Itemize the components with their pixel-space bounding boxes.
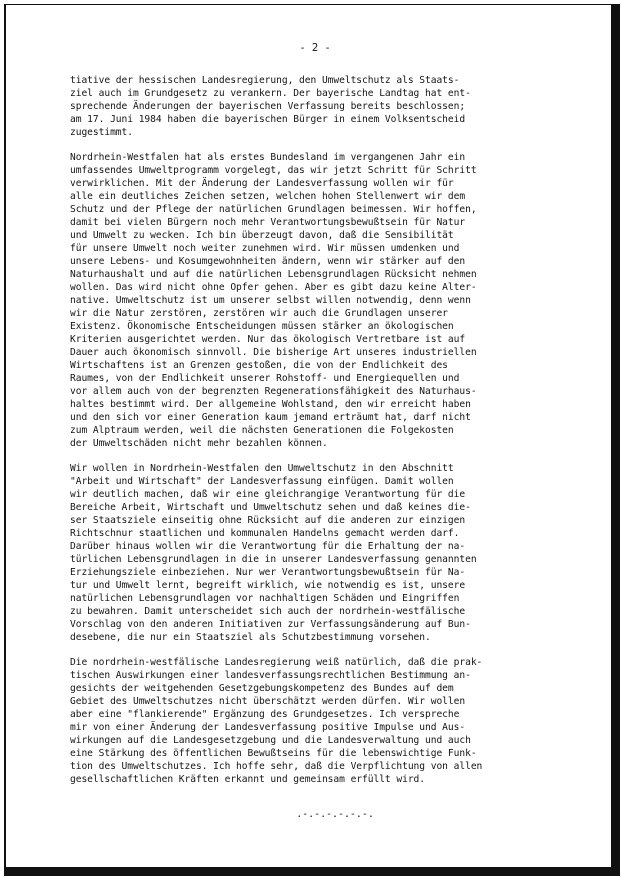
text-line: alle ein deutliches Zeichen setzen, welchen hohen Stellenwert wir dem (70, 191, 466, 202)
text-line: damit bei vielen Bürgern noch mehr Verantwortungsbewußtsein für Natur (70, 217, 466, 228)
text-line: sprechende Änderungen der bayerischen Verfassung bereits beschlossen; (70, 101, 466, 112)
text-line: wollen. Das wird nicht ohne Opfer gehen. Aber es gibt dazu keine Alter- (70, 282, 477, 293)
text-line: Schutz und der Pflege der natürlichen Grundlagen beimessen. Wir hoffen, (70, 204, 477, 215)
text-line: gesichts der weitgehenden Gesetzgebungskompetenz des Bundes auf dem (70, 683, 454, 694)
document-body (70, 74, 600, 786)
text-line: für unsere Umwelt noch weiter zunehmen wird. Wir müssen umdenken und (70, 243, 460, 254)
text-line: unsere Lebens- und Kosumgewohnheiten ändern, wenn wir stärker auf den (70, 256, 466, 267)
text-line: natürlichen Lebensgrundlagen vor nachhaltigen Schäden und Eingriffen (70, 593, 460, 604)
paragraph (70, 656, 600, 786)
text-line: und den sich vor einer Generation kaum jemand erträumt hat, darf nicht (70, 412, 471, 423)
text-line: Vorschlag von den anderen Initiativen zur Verfassungsänderung auf Bun- (70, 619, 471, 630)
text-line: Raumes, von der Endlichkeit unserer Rohstoff- und Energiequellen und (70, 373, 460, 384)
text-line: ser Staatsziele einseitig ohne Rücksicht auf die anderen zur einzigen (70, 515, 466, 526)
text-line: gesellschaftlichen Kräften erkannt und gemeinsam erfüllt wird. (70, 774, 426, 785)
text-line: tiative der hessischen Landesregierung, den Umweltschutz als Staats- (70, 75, 460, 86)
text-line: Die nordrhein-westfälische Landesregierung weiß natürlich, daß die prak- (70, 657, 483, 668)
text-line: und Umwelt zu wecken. Ich bin überzeugt davon, daß die Sensibilität (70, 230, 454, 241)
text-line: der Umweltschäden nicht mehr bezahlen können. (70, 438, 328, 449)
text-line: Nordrhein-Westfalen hat als erstes Bundesland im vergangenen Jahr ein (70, 152, 466, 163)
text-line: Wir wollen in Nordrhein-Westfalen den Umweltschutz in den Abschnitt (70, 463, 454, 474)
text-line: zum Alptraum werden, weil die nächsten Generationen die Folgekosten (70, 425, 454, 436)
end-marker: .-.-.-.-.-.-. (296, 809, 374, 820)
text-line: Darüber hinaus wollen wir die Verantwortung für die Erhaltung der na- (70, 541, 466, 552)
text-line: Existenz. Ökonomische Entscheidungen müssen stärker an ökologischen (70, 321, 454, 332)
document-page (70, 42, 600, 821)
text-line: eine Stärkung des öffentlichen Bewußtseins für die lebenswichtige Funk- (70, 748, 477, 759)
text-line: vor allem auch von der begrenzten Regenerationsfähigkeit des Naturhaus- (70, 386, 477, 397)
text-line: Wirtschaftens ist an Grenzen gestoßen, die von der Endlichkeit des (70, 360, 448, 371)
text-line: wir deutlich machen, daß wir eine gleichrangige Verantwortung für die (70, 489, 466, 500)
text-line: Kriterien ausgerichtet werden. Nur das ökologisch Vertretbare ist auf (70, 334, 466, 345)
text-line: "Arbeit und Wirtschaft" der Landesverfassung einfügen. Damit wollen (70, 476, 454, 487)
text-line: wirkungen auf die Landesgesetzgebung und die Landesverwaltung und auch (70, 735, 471, 746)
text-line: Erziehungsziele einbeziehen. Nur wer Verantwortungsbewußtsein für Na- (70, 567, 466, 578)
text-line: aber eine "flankierende" Ergänzung des Grundgesetzes. Ich verspreche (70, 709, 460, 720)
text-line: desebene, die nur ein Staatsziel als Schutzbestimmung vorsehen. (70, 632, 431, 643)
text-line: zugestimmt. (70, 127, 133, 138)
text-line: tur und Umwelt lernt, begreift wirklich, wie notwendig es ist, unsere (70, 580, 466, 591)
paragraph (70, 151, 600, 450)
page-number: - 2 - (299, 42, 331, 54)
paragraph (70, 74, 600, 139)
text-line: am 17. Juni 1984 haben die bayerischen Bürger in einem Volksentscheid (70, 114, 466, 125)
text-line: tischen Auswirkungen einer landesverfassungsrechtlichen Bestimmung an- (70, 670, 471, 681)
text-line: Richtschnur staatlichen und kommunalen Handelns gemacht werden darf. (70, 528, 460, 539)
text-line: umfassendes Umweltprogramm vorgelegt, das wir jetzt Schritt für Schritt (70, 165, 477, 176)
text-line: mir von einer Änderung der Landesverfassung positive Impulse und Aus- (70, 722, 466, 733)
text-line: Naturhaushalt und auf die natürlichen Lebensgrundlagen Rücksicht nehmen (70, 269, 477, 280)
paragraph (70, 462, 600, 644)
text-line: türlichen Lebensgrundlagen in die in unserer Landesverfassung genannten (70, 554, 477, 565)
text-line: wir die Natur zerstören, zerstören wir auch die Grundlagen unserer (70, 308, 448, 319)
text-line: ziel auch im Grundgesetz zu verankern. Der bayerische Landtag hat ent- (70, 88, 471, 99)
text-line: tion des Umweltschutzes. Ich hoffe sehr, daß die Verpflichtung von allen (70, 761, 483, 772)
text-line: zu bewahren. Damit unterscheidet sich auch der nordrhein-westfälische (70, 606, 466, 617)
text-line: Gebiet des Umweltschutzes nicht überschätzt werden dürfen. Wir wollen (70, 696, 466, 707)
text-line: haltes bestimmt wird. Der allgemeine Wohlstand, den wir erreicht haben (70, 399, 471, 410)
text-line: native. Umweltschutz ist um unserer selbst willen notwendig, denn wenn (70, 295, 471, 306)
text-line: Bereiche Arbeit, Wirtschaft und Umweltschutz sehen und daß keines die- (70, 502, 471, 513)
text-line: Dauer auch ökonomisch sinnvoll. Die bisherige Art unseres industriellen (70, 347, 477, 358)
text-line: verwirklichen. Mit der Änderung der Landesverfassung wollen wir für (70, 178, 454, 189)
